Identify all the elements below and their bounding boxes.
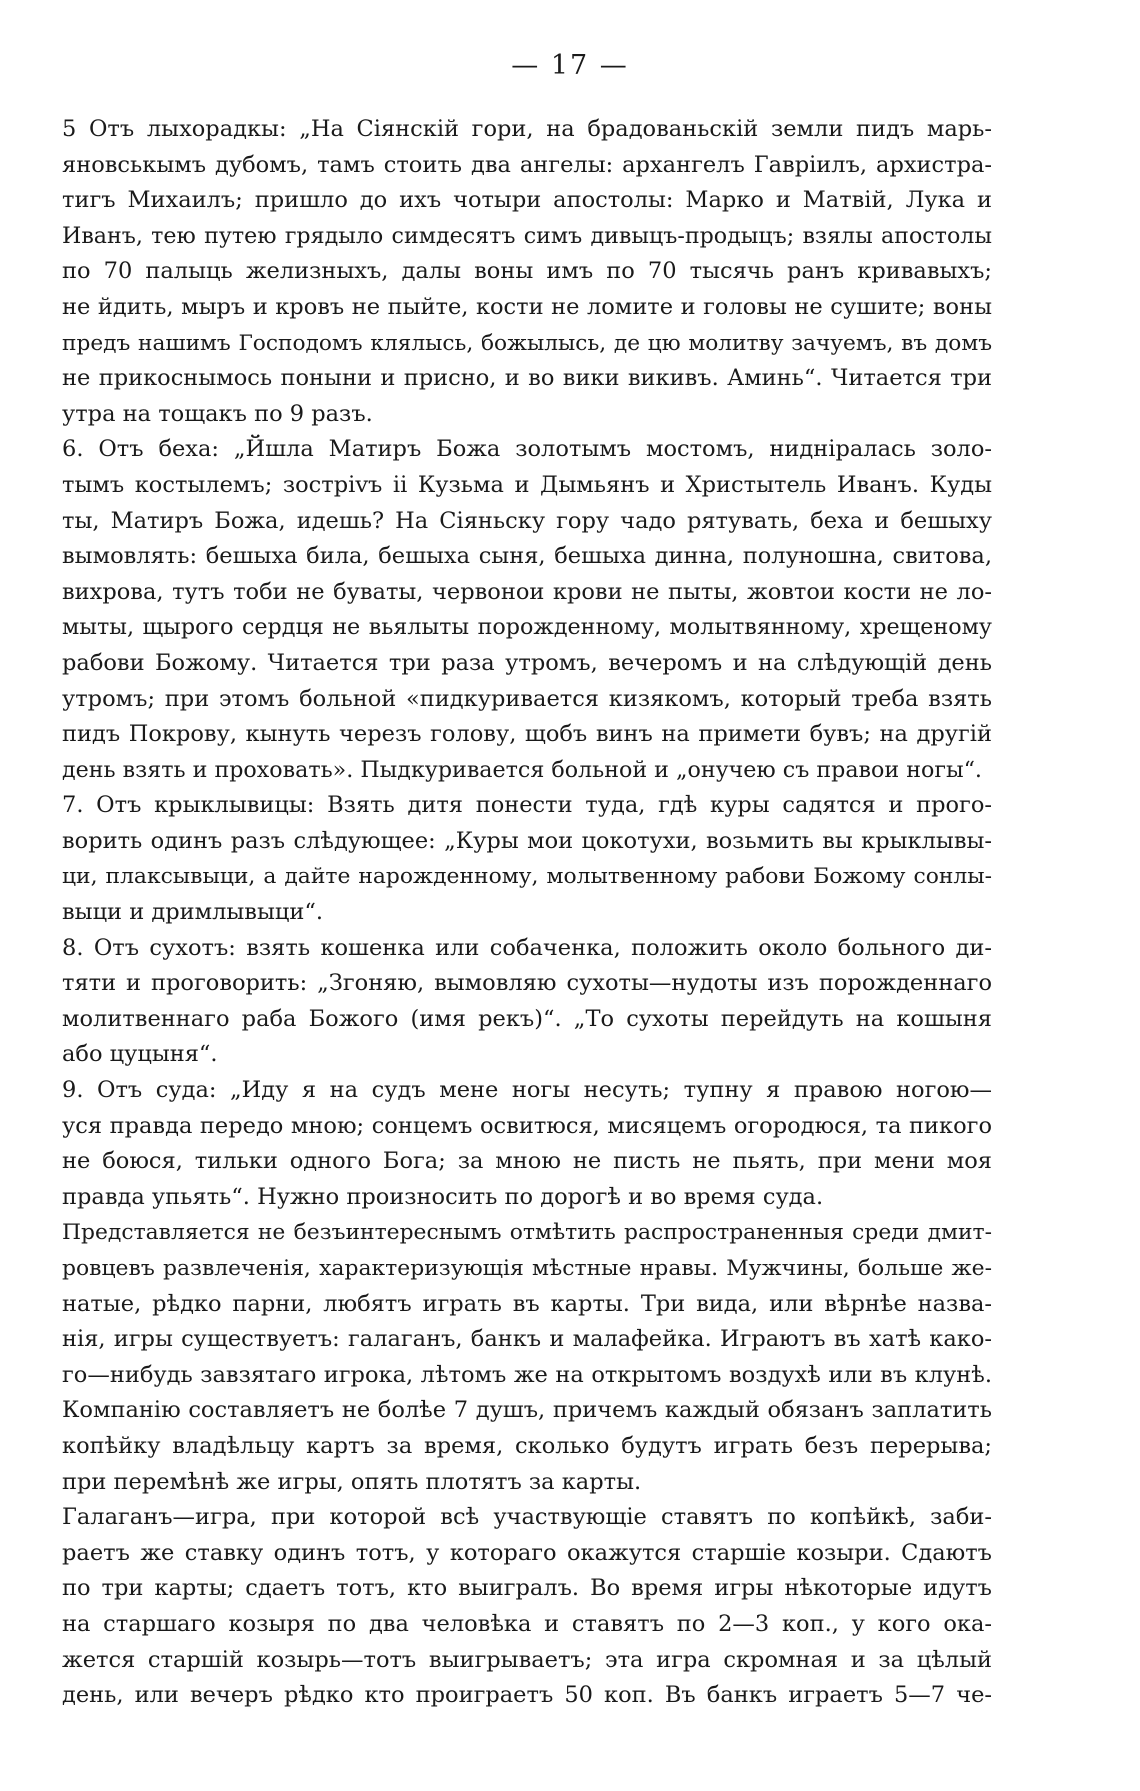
text-line: Компанію составляетъ не болѣе 7 душъ, причемъ каждый обязанъ заплатить xyxy=(62,1397,992,1424)
text-line: по 70 палыць желизныхъ, далы воны имъ по 70 тысячь ранъ кривавыхъ; xyxy=(62,258,992,285)
text-line: не йдить, мыръ и кровъ не пыйте, кости не ломите и головы не сушите; воны xyxy=(62,293,992,320)
paragraph-galagan-game xyxy=(22,1500,992,1714)
text-line: Иванъ, тею путею грядыло симдесятъ симъ дивыцъ-продыцъ; взялы апостолы xyxy=(62,222,992,249)
text-line: го—нибудь завзятаго игрока, лѣтомъ же на открытомъ воздухѣ или въ клунѣ. xyxy=(62,1361,992,1388)
page-number: — 17 — xyxy=(511,50,629,81)
text-line: Галаганъ—игра, при которой всѣ участвующіе ставятъ по копѣйкѣ, заби- xyxy=(62,1504,992,1531)
paragraph-7-crying-charm xyxy=(22,788,992,930)
paragraph-5-fever-charm xyxy=(22,112,992,432)
text-line: правда упьять“. Нужно произносить по дорогѣ и во время суда. xyxy=(62,1183,824,1210)
text-line: 9. Отъ суда: „Иду я на судъ мене ногы несуть; тупну я правою ногою— xyxy=(62,1077,992,1104)
text-line: 8. Отъ сухотъ: взять кошенка или собаченка, положить около больного ди- xyxy=(62,934,992,961)
text-line: утромъ; при этомъ больной «пидкуривается кизякомъ, который треба взять xyxy=(62,685,992,712)
text-line: натые, рѣдко парни, любятъ играть въ карты. Три вида, или вѣрнѣе назва- xyxy=(62,1290,992,1317)
text-line: на старшаго козыря по два человѣка и ставятъ по 2—3 коп., у кого ока- xyxy=(62,1610,992,1637)
text-line: 6. Отъ беха: „Йшла Матиръ Божа золотымъ мостомъ, ниднiралась золо- xyxy=(62,436,992,463)
text-line: 5 Отъ лыхорадкы: „На Сіянскій гори, на брадованьскій земли пидъ марь- xyxy=(62,116,992,142)
text-column xyxy=(22,112,992,1714)
text-line: день взять и проховать». Пыдкуривается больной и „онучею съ правои ногы“. xyxy=(62,756,982,783)
paragraph-8-wasting-charm xyxy=(22,931,992,1073)
text-line: уся правда передо мною; сонцемъ освитюся, мисяцемъ огородюся, та пикого xyxy=(62,1112,992,1139)
text-line: по три карты; сдаетъ тотъ, кто выигралъ. Во время игры нѣкоторые идутъ xyxy=(62,1575,992,1602)
text-line: вихрова, тутъ тоби не буваты, червонои крови не пыты, жовтои кости не ло- xyxy=(62,578,992,605)
paragraph-6-beh-charm xyxy=(22,432,992,788)
text-line: не прикоснымось поныни и присно, и во вики викивъ. Аминь“. Читается три xyxy=(62,365,992,392)
text-line: нія, игры существуетъ: галаганъ, банкъ и малафейка. Играютъ въ хатѣ како- xyxy=(62,1326,992,1353)
text-line: копѣйку владѣльцу картъ за время, сколько будутъ играть безъ перерыва; xyxy=(62,1432,992,1459)
paragraph-entertainment xyxy=(22,1215,992,1500)
text-line: пидъ Покрову, кынуть черезъ голову, щобъ винъ на примети бувъ; на другій xyxy=(62,721,992,748)
text-line: ровцевъ развлеченія, характеризующія мѣстные нравы. Мужчины, больше же- xyxy=(62,1256,992,1281)
text-line: жется старшій козырь—тотъ выигрываетъ; эта игра скромная и за цѣлый xyxy=(62,1646,992,1673)
text-line: Представляется не безъинтереснымъ отмѣтить распространенныя среди дмит- xyxy=(62,1220,992,1246)
text-line: мыты, щырого сердця не вьялыты порожденному, молытвянному, хрещеному xyxy=(62,614,992,641)
text-line: ци, плаксывыци, а дайте нарожденному, молытвенному рабови Божому сонлы- xyxy=(62,864,992,890)
text-line: утра на тощакъ по 9 разъ. xyxy=(62,400,373,427)
text-line: тяти и проговорить: „Згоняю, вымовляю сухоты—нудоты изъ порожденнаго xyxy=(62,970,992,997)
text-line: тигъ Михаилъ; пришло до ихъ чотыри апостолы: Марко и Матвій, Лука и xyxy=(62,187,992,214)
text-line: вымовлять: бешыха била, бешыха сыня, бешыха динна, полуношна, свитова, xyxy=(62,543,992,570)
text-line: выци и дримлывыци“. xyxy=(62,899,323,926)
text-line: рабови Божому. Читается три раза утромъ, вечеромъ и на слѣдующій день xyxy=(62,649,992,676)
text-line: молитвеннаго раба Божого (имя рекъ)“. „То сухоты перейдуть на кошыня xyxy=(62,1005,992,1032)
text-line: тымъ костылемъ; зострivъ ii Кузьма и Дымьянъ и Христытель Иванъ. Куды xyxy=(62,471,992,498)
text-line: ворить одинъ разъ слѣдующее: „Куры мои цокотухи, возьмить вы крыклывы- xyxy=(62,827,992,854)
text-line: або цуцыня“. xyxy=(62,1041,218,1068)
text-line: день, или вечеръ рѣдко кто проиграетъ 50 коп. Въ банкъ играетъ 5—7 че- xyxy=(62,1682,992,1709)
text-line: 7. Отъ крыклывицы: Взять дитя понести туда, гдѣ куры садятся и прого- xyxy=(62,792,992,819)
text-line: при перемѣнѣ же игры, опять плотятъ за карты. xyxy=(62,1468,642,1495)
text-line: яновськымъ дубомъ, тамъ стоить два ангелы: архангелъ Гавріилъ, архистра- xyxy=(62,151,992,178)
text-line: раетъ же ставку одинъ тотъ, у котораго окажутся старшіе козыри. Сдаютъ xyxy=(62,1539,992,1566)
text-line: ты, Матиръ Божа, идешь? На Сіяньску гору чадо рятувать, беха и бешыху xyxy=(62,507,992,534)
text-line: не боюся, тильки одного Бога; за мною не писть не пьять, при мени моя xyxy=(62,1148,992,1175)
text-line: предъ нашимъ Господомъ клялысь, божылысь, де цю молитву зачуемъ, въ домъ xyxy=(62,330,992,356)
paragraph-9-court-charm xyxy=(22,1073,992,1215)
